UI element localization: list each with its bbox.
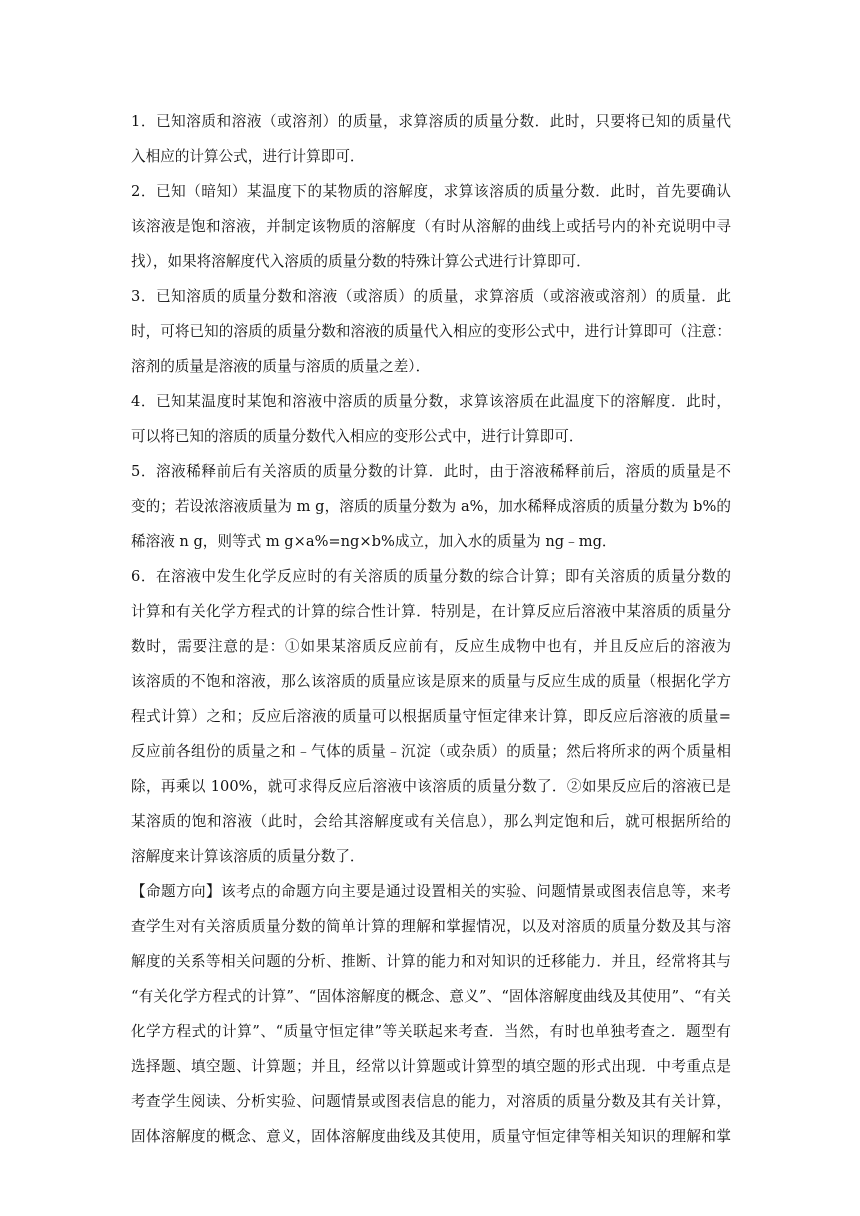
text-line: 时，可将已知的溶质的质量分数和溶液的质量代入相应的变形公式中，进行计算即可（注意：	[131, 323, 731, 340]
text-line: 可以将已知的溶质的质量分数代入相应的变形公式中，进行计算即可．	[131, 428, 584, 445]
text-line: 6．在溶液中发生化学反应时的有关溶质的质量分数的综合计算；即有关溶质的质量分数的	[131, 568, 731, 585]
text-line: 变的；若设浓溶液质量为 m g，溶质的质量分数为 a%，加水稀释成溶质的质量分数为 b%的	[131, 498, 731, 515]
text-line: 4．已知某温度时某饱和溶液中溶质的质量分数，求算该溶质在此温度下的溶解度．此时，	[131, 393, 731, 410]
text-line: 考查学生阅读、分析实验、问题情景或图表信息的能力，对溶质的质量分数及其有关计算，	[131, 1093, 731, 1110]
text-line: 该溶质的不饱和溶液，那么该溶质的质量应该是原来的质量与反应生成的质量（根据化学方	[131, 673, 731, 690]
text-line: 该溶液是饱和溶液，并制定该物质的溶解度（有时从溶解的曲线上或括号内的补充说明中寻	[131, 218, 731, 235]
text-line: 溶剂的质量是溶液的质量与溶质的质量之差）．	[131, 358, 431, 375]
paragraph-5	[131, 454, 731, 559]
text-line: 5．溶液稀释前后有关溶质的质量分数的计算．此时，由于溶液稀释前后，溶质的质量是不	[131, 463, 731, 480]
text-line: 选择题、填空题、计算题；并且，经常以计算题或计算型的填空题的形式出现．中考重点是	[131, 1058, 731, 1075]
paragraph-4	[131, 384, 731, 454]
text-line: 找），如果将溶解度代入溶质的质量分数的特殊计算公式进行计算即可．	[131, 253, 591, 270]
text-line: 溶解度来计算该溶质的质量分数了．	[131, 848, 365, 865]
paragraph-6	[131, 559, 731, 874]
text-line: 【命题方向】该考点的命题方向主要是通过设置相关的实验、问题情景或图表信息等，来考	[131, 883, 731, 900]
paragraph-3	[131, 279, 731, 384]
text-line: 数时，需要注意的是：①如果某溶质反应前有，反应生成物中也有，并且反应后的溶液为	[131, 638, 731, 655]
paragraph-7	[131, 874, 731, 1154]
text-line: 化学方程式的计算”、“质量守恒定律”等关联起来考查．当然，有时也单独考查之．题型有	[131, 1023, 731, 1040]
paragraph-2	[131, 174, 731, 279]
text-line: 计算和有关化学方程式的计算的综合性计算．特别是，在计算反应后溶液中某溶质的质量分	[131, 603, 731, 620]
text-line: 3．已知溶质的质量分数和溶液（或溶质）的质量，求算溶质（或溶液或溶剂）的质量．此	[131, 288, 731, 305]
text-line: 反应前各组份的质量之和﹣气体的质量﹣沉淀（或杂质）的质量；然后将所求的两个质量相	[131, 743, 731, 760]
text-line: “有关化学方程式的计算”、“固体溶解度的概念、意义”、“固体溶解度曲线及其使用”、“有关	[131, 988, 731, 1005]
text-line: 稀溶液 n g，则等式 m g×a%=ng×b%成立，加入水的质量为 ng﹣mg．	[131, 533, 617, 550]
text-line: 2．已知（暗知）某温度下的某物质的溶解度，求算该溶质的质量分数．此时，首先要确认	[131, 183, 731, 200]
text-line: 程式计算）之和；反应后溶液的质量可以根据质量守恒定律来计算，即反应后溶液的质量=	[131, 708, 731, 725]
text-line: 除，再乘以 100%，就可求得反应后溶液中该溶质的质量分数了．②如果反应后的溶液已是	[131, 778, 731, 795]
text-line: 入相应的计算公式，进行计算即可．	[131, 148, 365, 165]
paragraph-1	[131, 104, 731, 174]
text-line: 查学生对有关溶质质量分数的简单计算的理解和掌握情况，以及对溶质的质量分数及其与溶	[131, 918, 731, 935]
document-page	[131, 104, 731, 1154]
text-line: 固体溶解度的概念、意义，固体溶解度曲线及其使用，质量守恒定律等相关知识的理解和掌	[131, 1128, 731, 1145]
text-line: 1．已知溶质和溶液（或溶剂）的质量，求算溶质的质量分数．此时，只要将已知的质量代	[131, 113, 731, 130]
text-line: 解度的关系等相关问题的分析、推断、计算的能力和对知识的迁移能力．并且，经常将其与	[131, 953, 731, 970]
text-line: 某溶质的饱和溶液（此时，会给其溶解度或有关信息），那么判定饱和后，就可根据所给的	[131, 813, 731, 830]
